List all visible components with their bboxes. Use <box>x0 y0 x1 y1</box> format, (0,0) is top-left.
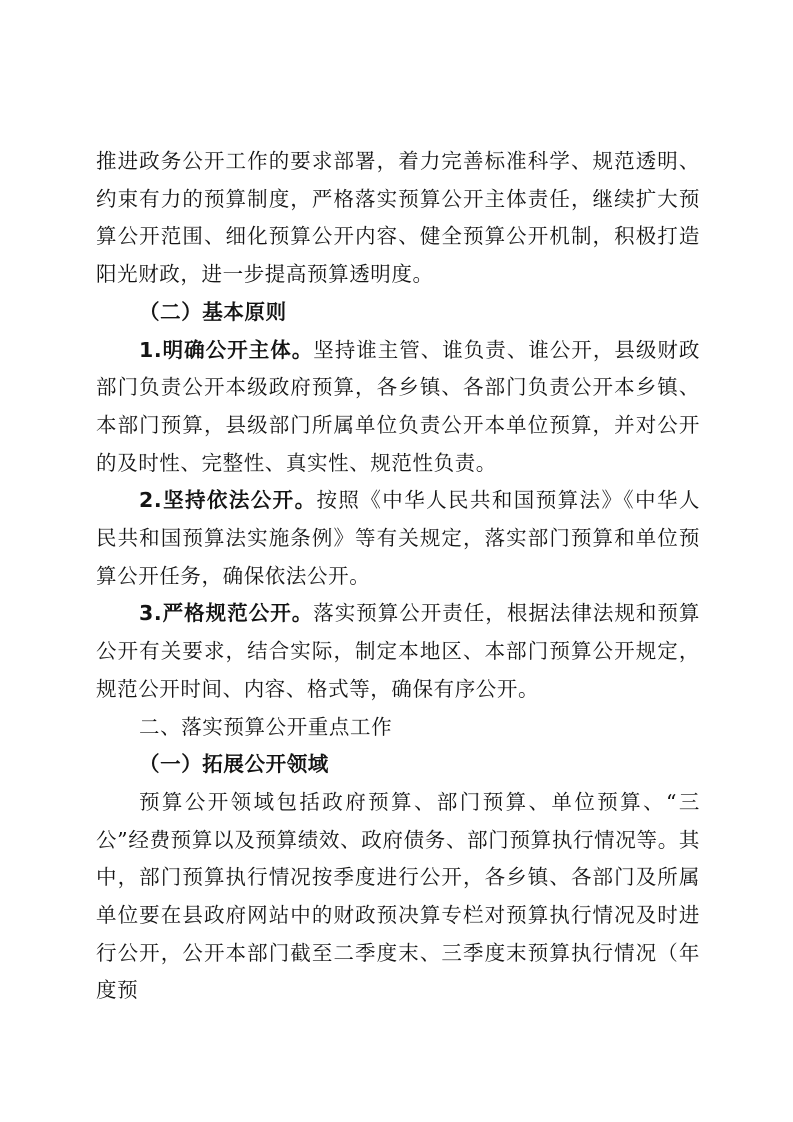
paragraph-text: 落实预算公开责任，根据法律法规和预算公开有关要求，结合实际，制定本地区、本部门预算公开规定，规范公开时间、内容、格式等，确保有序公开。 <box>96 601 700 701</box>
principle-paragraph-1 <box>96 332 700 483</box>
paragraph-text: 按照《中华人民共和国预算法》《中华人民共和国预算法实施条例》等有关规定，落实部门预算和单位预算公开任务，确保依法公开。 <box>96 488 700 588</box>
body-paragraph-scope <box>96 784 700 1010</box>
subheading-expand-scope <box>96 746 700 784</box>
principle-lead: 1.明确公开主体。 <box>139 337 314 362</box>
paragraph-text: 推进政务公开工作的要求部署，着力完善标准科学、规范透明、约束有力的预算制度，严格落实预算公开主体责任，继续扩大预算公开范围、细化预算公开内容、健全预算公开机制，积极打造阳光财政，进一步提高预算透明度。 <box>96 149 700 287</box>
principle-lead: 2.坚持依法公开。 <box>139 488 317 513</box>
principle-paragraph-2 <box>96 482 700 595</box>
heading-text: （二）基本原则 <box>139 299 287 324</box>
body-paragraph-intro <box>96 143 700 294</box>
principle-paragraph-3 <box>96 595 700 708</box>
document-page <box>96 143 700 1010</box>
heading-text: （一）拓展公开领域 <box>139 752 329 777</box>
paragraph-text: 坚持谁主管、谁负责、谁公开，县级财政部门负责公开本级政府预算，各乡镇、各部门负责公开本乡镇、本部门预算，县级部门所属单位负责公开本单位预算，并对公开的及时性、完整性、真实性、规范性负责。 <box>96 337 700 475</box>
section-text: 二、落实预算公开重点工作 <box>139 714 393 739</box>
section-heading-key-work <box>96 709 700 747</box>
paragraph-text: 预算公开领域包括政府预算、部门预算、单位预算、“三公”经费预算以及预算绩效、政府债务、部门预算执行情况等。其中，部门预算执行情况按季度进行公开，各乡镇、各部门及所属单位要在县政府网站中的财政预决算专栏对预算执行情况及时进行公开，公开本部门截至二季度末、三季度末预算执行情况（年度预 <box>96 789 700 1003</box>
principle-lead: 3.严格规范公开。 <box>139 601 314 626</box>
subheading-basic-principles <box>96 294 700 332</box>
